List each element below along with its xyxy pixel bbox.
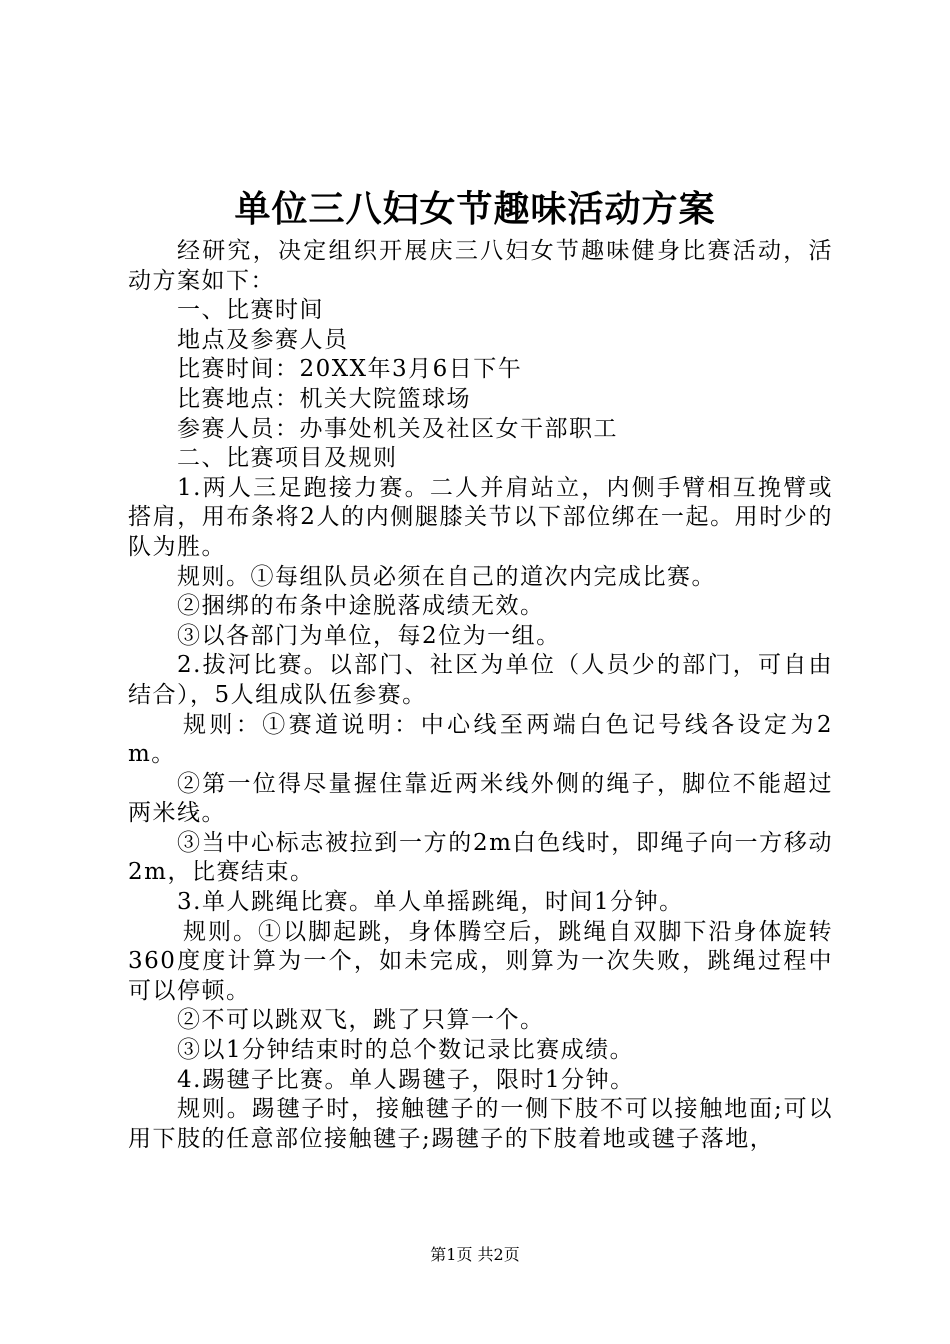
- rule-paragraph: 规则。①每组队员必须在自己的道次内完成比赛。: [177, 563, 716, 590]
- rule-paragraph: ③当中心标志被拉到一方的2m白色线时，即绳子向一方移动2m，比赛结束。: [128, 829, 833, 886]
- rule-paragraph: ②第一位得尽量握住靠近两米线外侧的绳子，脚位不能超过两米线。: [128, 770, 833, 827]
- document-title: 单位三八妇女节趣味活动方案: [234, 188, 716, 230]
- event-tug-of-war: 2.拔河比赛。以部门、社区为单位（人员少的部门，可自由结合），5人组成队伍参赛。: [128, 652, 833, 708]
- rule-paragraph: 规则：①赛道说明：中心线至两端白色记号线各设定为2m。: [128, 711, 833, 768]
- rule-paragraph: ③以1分钟结束时的总个数记录比赛成绩。: [177, 1037, 635, 1064]
- rule-paragraph: ②不可以跳双飞，跳了只算一个。: [177, 1007, 545, 1034]
- document-body: [128, 237, 833, 1154]
- event-jump-rope: 3.单人跳绳比赛。单人单摇跳绳，时间1分钟。: [177, 889, 684, 916]
- rule-paragraph: 规则。①以脚起跳，身体腾空后，跳绳自双脚下沿身体旋转360度度计算为一个，如未完成，则算为一次失败，跳绳过程中可以停顿。: [128, 918, 833, 1004]
- intro-paragraph: 经研究，决定组织开展庆三八妇女节趣味健身比赛活动，活动方案如下：: [128, 238, 833, 294]
- competition-time: 比赛时间：20XX年3月6日下午: [177, 356, 523, 383]
- section-heading-time: 一、比赛时间: [177, 297, 324, 324]
- rule-paragraph: ③以各部门为单位，每2位为一组。: [177, 622, 561, 649]
- competition-location: 比赛地点：机关大院篮球场: [177, 385, 471, 412]
- rule-paragraph: 规则。踢毽子时，接触毽子的一侧下肢不可以接触地面;可以用下肢的任意部位接触毽子;踢毽子的下肢着地或毽子落地，: [128, 1096, 833, 1152]
- rule-paragraph: ②捆绑的布条中途脱落成绩无效。: [177, 593, 545, 620]
- page-number-footer: 第1页 共2页: [430, 1245, 520, 1264]
- event-three-legged-race: 1.两人三足跑接力赛。二人并肩站立，内侧手臂相互挽臂或搭肩，用布条将2人的内侧腿膝关节以下部位绑在一起。用时少的队为胜。: [128, 474, 833, 560]
- section-heading-location: 地点及参赛人员: [177, 326, 349, 353]
- section-heading-events: 二、比赛项目及规则: [177, 445, 398, 472]
- participants: 参赛人员：办事处机关及社区女干部职工: [177, 415, 618, 442]
- event-shuttlecock-kicking: 4.踢毽子比赛。单人踢毽子，限时1分钟。: [177, 1066, 635, 1093]
